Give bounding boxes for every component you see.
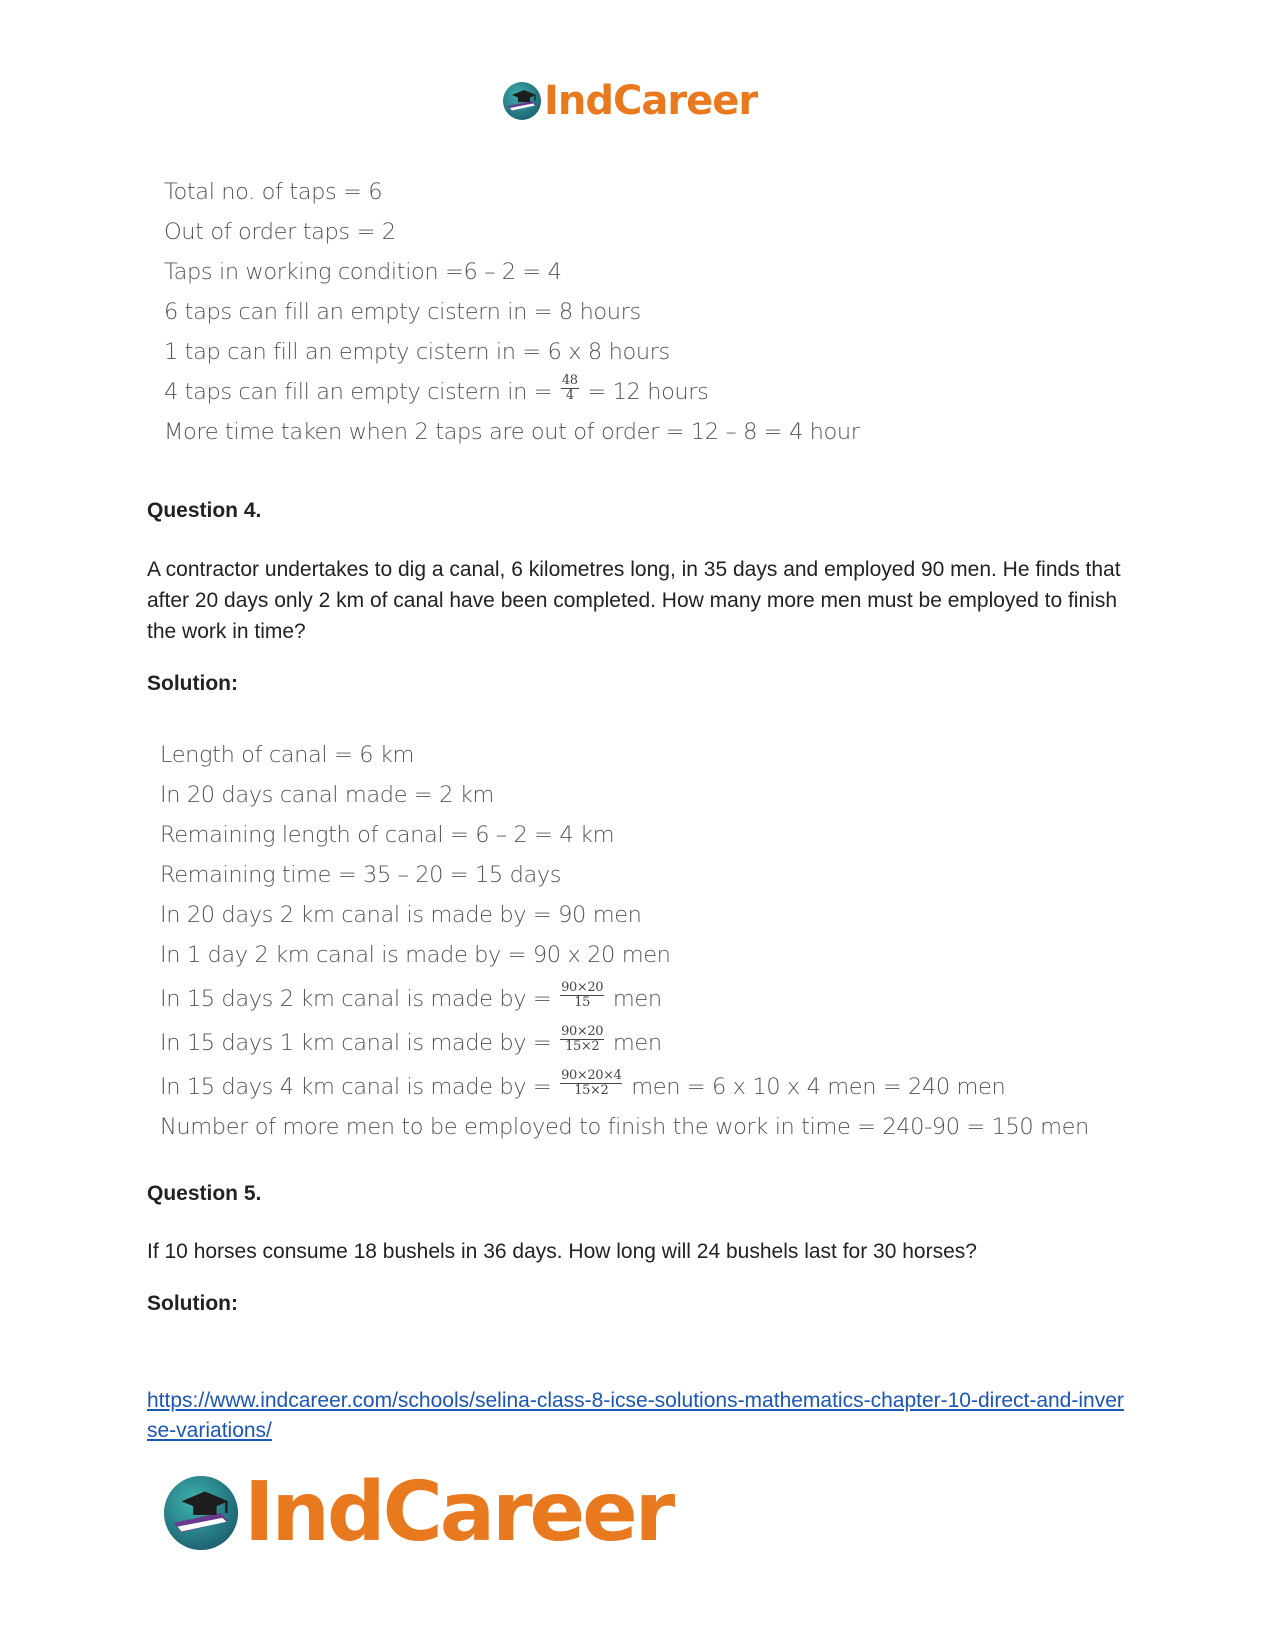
solution-line: Remaining time = 35 – 20 = 15 days [160, 862, 562, 888]
question-heading: Question 5. [147, 1182, 262, 1205]
numerator: 90×20 [561, 1024, 604, 1039]
numerator: 48 [561, 373, 578, 388]
source-link[interactable]: https://www.indcareer.com/schools/selina-class-8-icse-solutions-mathematics-chapter-10-direct-and-inverse-variations/ [147, 1389, 1124, 1442]
solution-heading: Solution: [147, 672, 238, 695]
fraction [560, 981, 604, 1010]
text: In 15 days 2 km canal is made by = [160, 986, 559, 1012]
text: In 15 days 1 km canal is made by = [160, 1030, 559, 1056]
solution-line-fraction [160, 1019, 1089, 1063]
numerator: 90×20 [561, 980, 604, 995]
solution-line: Length of canal = 6 km [160, 742, 415, 768]
denominator: 4 [565, 388, 574, 403]
solution-line: Taps in working condition =6 – 2 = 4 [164, 259, 562, 285]
brand-name: IndCareer [544, 78, 758, 124]
question-heading: Question 4. [147, 499, 262, 522]
solution-line: More time taken when 2 taps are out of order = 12 – 8 = 4 hour [164, 419, 860, 445]
denominator: 15 [574, 995, 590, 1010]
fraction [560, 1069, 622, 1098]
question-text: A contractor undertakes to dig a canal, 6 kilometres long, in 35 days and employed 90 men. He finds that after 20 days only 2 km of canal have been completed. How many more men must be employed to finish the work in time? [147, 558, 1121, 643]
solution-line-fraction [164, 372, 860, 412]
solution-line: In 1 day 2 km canal is made by = 90 x 20 men [160, 942, 671, 968]
denominator: 15×2 [565, 1039, 600, 1054]
solution-line: In 20 days canal made = 2 km [160, 782, 494, 808]
solution-line: Number of more men to be employed to finish the work in time = 240-90 = 150 men [160, 1114, 1089, 1140]
solution-line-fraction [160, 975, 1089, 1019]
solution-line: Out of order taps = 2 [164, 219, 396, 245]
denominator: 15×2 [574, 1083, 609, 1098]
solution-line: 6 taps can fill an empty cistern in = 8 hours [164, 299, 641, 325]
graduation-book-globe-icon [502, 81, 542, 121]
numerator: 90×20×4 [561, 1068, 622, 1083]
text: men [606, 986, 662, 1012]
solution-line: In 20 days 2 km canal is made by = 90 men [160, 902, 642, 928]
solution-line: Remaining length of canal = 6 – 2 = 4 km [160, 822, 615, 848]
text: men = 6 x 10 x 4 men = 240 men [624, 1074, 1006, 1100]
question-text: If 10 horses consume 18 bushels in 36 days. How long will 24 bushels last for 30 horses? [147, 1240, 977, 1263]
text: 4 taps can fill an empty cistern in = [164, 379, 559, 405]
solution-block-q3 [164, 172, 860, 452]
solution-heading: Solution: [147, 1292, 238, 1315]
solution-block-q4 [160, 735, 1089, 1147]
fraction [560, 1025, 604, 1054]
brand-name: IndCareer [244, 1465, 673, 1560]
text: = 12 hours [580, 379, 709, 405]
header-logo [502, 78, 757, 124]
solution-line: Total no. of taps = 6 [164, 179, 383, 205]
text: men [606, 1030, 662, 1056]
text: In 15 days 4 km canal is made by = [160, 1074, 559, 1100]
graduation-book-globe-icon [162, 1474, 240, 1552]
solution-line-fraction [160, 1063, 1089, 1107]
solution-line: 1 tap can fill an empty cistern in = 6 x 8 hours [164, 339, 670, 365]
fraction [561, 374, 579, 403]
footer-logo [162, 1465, 672, 1560]
